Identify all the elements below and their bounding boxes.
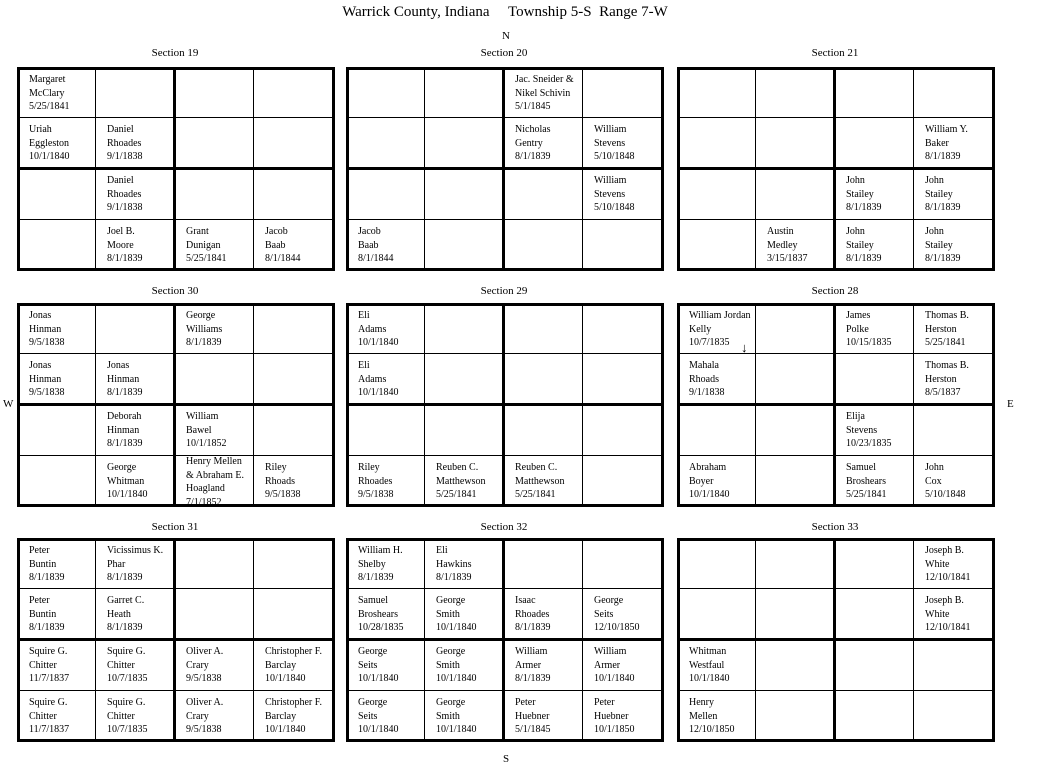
land-entry: Jacob Baab 8/1/1844 <box>358 226 394 264</box>
land-entry: Abraham Boyer 10/1/1840 <box>689 462 730 500</box>
land-entry: Whitman Westfaul 10/1/1840 <box>689 646 730 684</box>
compass-south: S <box>503 753 510 765</box>
grid-line <box>20 219 332 220</box>
page-title: Warrick County, Indiana Township 5-S Range 7-W <box>342 4 668 20</box>
grid-line <box>680 117 992 118</box>
section-label: Section 28 <box>811 285 859 297</box>
section-label: Section 21 <box>811 47 859 59</box>
land-entry: George Seits 12/10/1850 <box>594 595 640 633</box>
land-entry: Reuben C. Matthewson 5/25/1841 <box>436 462 486 500</box>
grid-line <box>349 353 661 354</box>
section-grid <box>346 303 664 507</box>
section-grid <box>346 538 664 742</box>
land-entry: Riley Rhoads 9/5/1838 <box>265 462 301 500</box>
land-entry: Henry Mellen & Abraham E. Hoagland 7/1/1852 <box>186 456 245 508</box>
section-grid <box>346 67 664 271</box>
compass-east: E <box>1007 398 1014 410</box>
land-entry: Vicissimus K. Phar 8/1/1839 <box>107 545 164 583</box>
land-entry: George Seits 10/1/1840 <box>358 646 399 684</box>
grid-line <box>680 638 992 641</box>
down-arrow-icon: ↓ <box>741 340 748 355</box>
land-entry: William Bawel 10/1/1852 <box>186 411 227 449</box>
land-entry: Nicholas Gentry 8/1/1839 <box>515 124 551 162</box>
land-entry: Margaret McClary 5/25/1841 <box>29 74 70 112</box>
land-entry: Grant Dunigan 5/25/1841 <box>186 226 227 264</box>
land-entry: William H. Shelby 8/1/1839 <box>358 545 403 583</box>
compass-north: N <box>502 30 510 42</box>
land-entry: John Stailey 8/1/1839 <box>925 175 961 213</box>
land-entry: Isaac Rhoades 8/1/1839 <box>515 595 551 633</box>
grid-line <box>349 167 661 170</box>
land-entry: Uriah Eggleston 10/1/1840 <box>29 124 70 162</box>
land-entry: Jacob Baab 8/1/1844 <box>265 226 301 264</box>
land-entry: Samuel Broshears 5/25/1841 <box>846 462 887 500</box>
section-label: Section 30 <box>151 285 199 297</box>
grid-line <box>20 690 332 691</box>
grid-line <box>680 167 992 170</box>
land-entry: Daniel Rhoades 9/1/1838 <box>107 175 143 213</box>
land-entry: George Whitman 10/1/1840 <box>107 462 148 500</box>
land-entry: John Cox 5/10/1848 <box>925 462 966 500</box>
compass-west: W <box>3 398 14 410</box>
section-label: Section 29 <box>480 285 528 297</box>
land-entry: William Armer 10/1/1840 <box>594 646 635 684</box>
land-entry: Mahala Rhoads 9/1/1838 <box>689 360 725 398</box>
land-entry: Peter Huebner 5/1/1845 <box>515 697 551 735</box>
land-entry: Elija Stevens 10/23/1835 <box>846 411 892 449</box>
section-grid <box>17 538 335 742</box>
land-entry: Deborah Hinman 8/1/1839 <box>107 411 143 449</box>
land-entry: William Jordan Kelly 10/7/1835 <box>689 310 751 348</box>
land-entry: Jonas Hinman 9/5/1838 <box>29 360 65 398</box>
section-grid <box>677 67 995 271</box>
grid-line <box>20 455 332 456</box>
land-entry: Eli Adams 10/1/1840 <box>358 310 399 348</box>
grid-line <box>349 690 661 691</box>
section-label: Section 20 <box>480 47 528 59</box>
land-entry: Thomas B. Herston 5/25/1841 <box>925 310 969 348</box>
land-entry: Oliver A. Crary 9/5/1838 <box>186 646 224 684</box>
grid-line <box>680 403 992 406</box>
land-entry: James Polke 10/15/1835 <box>846 310 892 348</box>
section-label: Section 32 <box>480 521 528 533</box>
land-entry: George Smith 10/1/1840 <box>436 646 477 684</box>
section-label: Section 33 <box>811 521 859 533</box>
grid-line <box>349 455 661 456</box>
land-entry: George Smith 10/1/1840 <box>436 595 477 633</box>
land-entry: Peter Buntin 8/1/1839 <box>29 545 65 583</box>
grid-line <box>20 638 332 641</box>
section-grid <box>17 67 335 271</box>
land-entry: William Stevens 5/10/1848 <box>594 124 635 162</box>
land-entry: Henry Mellen 12/10/1850 <box>689 697 735 735</box>
grid-line <box>680 455 992 456</box>
land-entry: John Stailey 8/1/1839 <box>925 226 961 264</box>
land-entry: Garret C. Heath 8/1/1839 <box>107 595 145 633</box>
grid-line <box>20 117 332 118</box>
grid-line <box>680 353 992 354</box>
land-entry: Oliver A. Crary 9/5/1838 <box>186 697 224 735</box>
grid-line <box>349 638 661 641</box>
land-entry: William Y. Baker 8/1/1839 <box>925 124 968 162</box>
land-entry: Austin Medley 3/15/1837 <box>767 226 808 264</box>
land-entry: George Smith 10/1/1840 <box>436 697 477 735</box>
grid-line <box>680 690 992 691</box>
land-entry: William Stevens 5/10/1848 <box>594 175 635 213</box>
land-entry: George Seits 10/1/1840 <box>358 697 399 735</box>
grid-line <box>349 588 661 589</box>
land-entry: Samuel Broshears 10/28/1835 <box>358 595 404 633</box>
section-grid <box>677 303 995 507</box>
section-label: Section 19 <box>151 47 199 59</box>
land-entry: Joel B. Moore 8/1/1839 <box>107 226 143 264</box>
grid-line <box>20 588 332 589</box>
land-entry: Thomas B. Herston 8/5/1837 <box>925 360 969 398</box>
grid-line <box>20 167 332 170</box>
land-entry: Jonas Hinman 8/1/1839 <box>107 360 143 398</box>
grid-line <box>20 353 332 354</box>
land-entry: Eli Adams 10/1/1840 <box>358 360 399 398</box>
section-grid <box>17 303 335 507</box>
land-entry: Squire G. Chitter 10/7/1835 <box>107 697 148 735</box>
grid-line <box>349 219 661 220</box>
grid-line <box>349 117 661 118</box>
land-entry: William Armer 8/1/1839 <box>515 646 551 684</box>
land-entry: Peter Huebner 10/1/1850 <box>594 697 635 735</box>
land-entry: George Williams 8/1/1839 <box>186 310 223 348</box>
grid-line <box>680 219 992 220</box>
grid-line <box>680 588 992 589</box>
grid-line <box>20 403 332 406</box>
land-entry: Squire G. Chitter 10/7/1835 <box>107 646 148 684</box>
land-entry: Joseph B. White 12/10/1841 <box>925 545 971 583</box>
land-entry: Jac. Sneider & Nikel Schivin 5/1/1845 <box>515 74 574 112</box>
grid-line <box>349 403 661 406</box>
land-entry: Eli Hawkins 8/1/1839 <box>436 545 472 583</box>
section-label: Section 31 <box>151 521 199 533</box>
land-entry: Reuben C. Matthewson 5/25/1841 <box>515 462 565 500</box>
land-entry: Christopher F. Barclay 10/1/1840 <box>265 646 322 684</box>
land-entry: Riley Rhoades 9/5/1838 <box>358 462 394 500</box>
land-entry: Jonas Hinman 9/5/1838 <box>29 310 65 348</box>
land-entry: John Stailey 8/1/1839 <box>846 175 882 213</box>
section-grid <box>677 538 995 742</box>
land-entry: Daniel Rhoades 9/1/1838 <box>107 124 143 162</box>
land-entry: Joseph B. White 12/10/1841 <box>925 595 971 633</box>
land-entry: Squire G. Chitter 11/7/1837 <box>29 646 70 684</box>
land-entry: Squire G. Chitter 11/7/1837 <box>29 697 70 735</box>
land-entry: Peter Buntin 8/1/1839 <box>29 595 65 633</box>
land-entry: John Stailey 8/1/1839 <box>846 226 882 264</box>
land-entry: Christopher F. Barclay 10/1/1840 <box>265 697 322 735</box>
